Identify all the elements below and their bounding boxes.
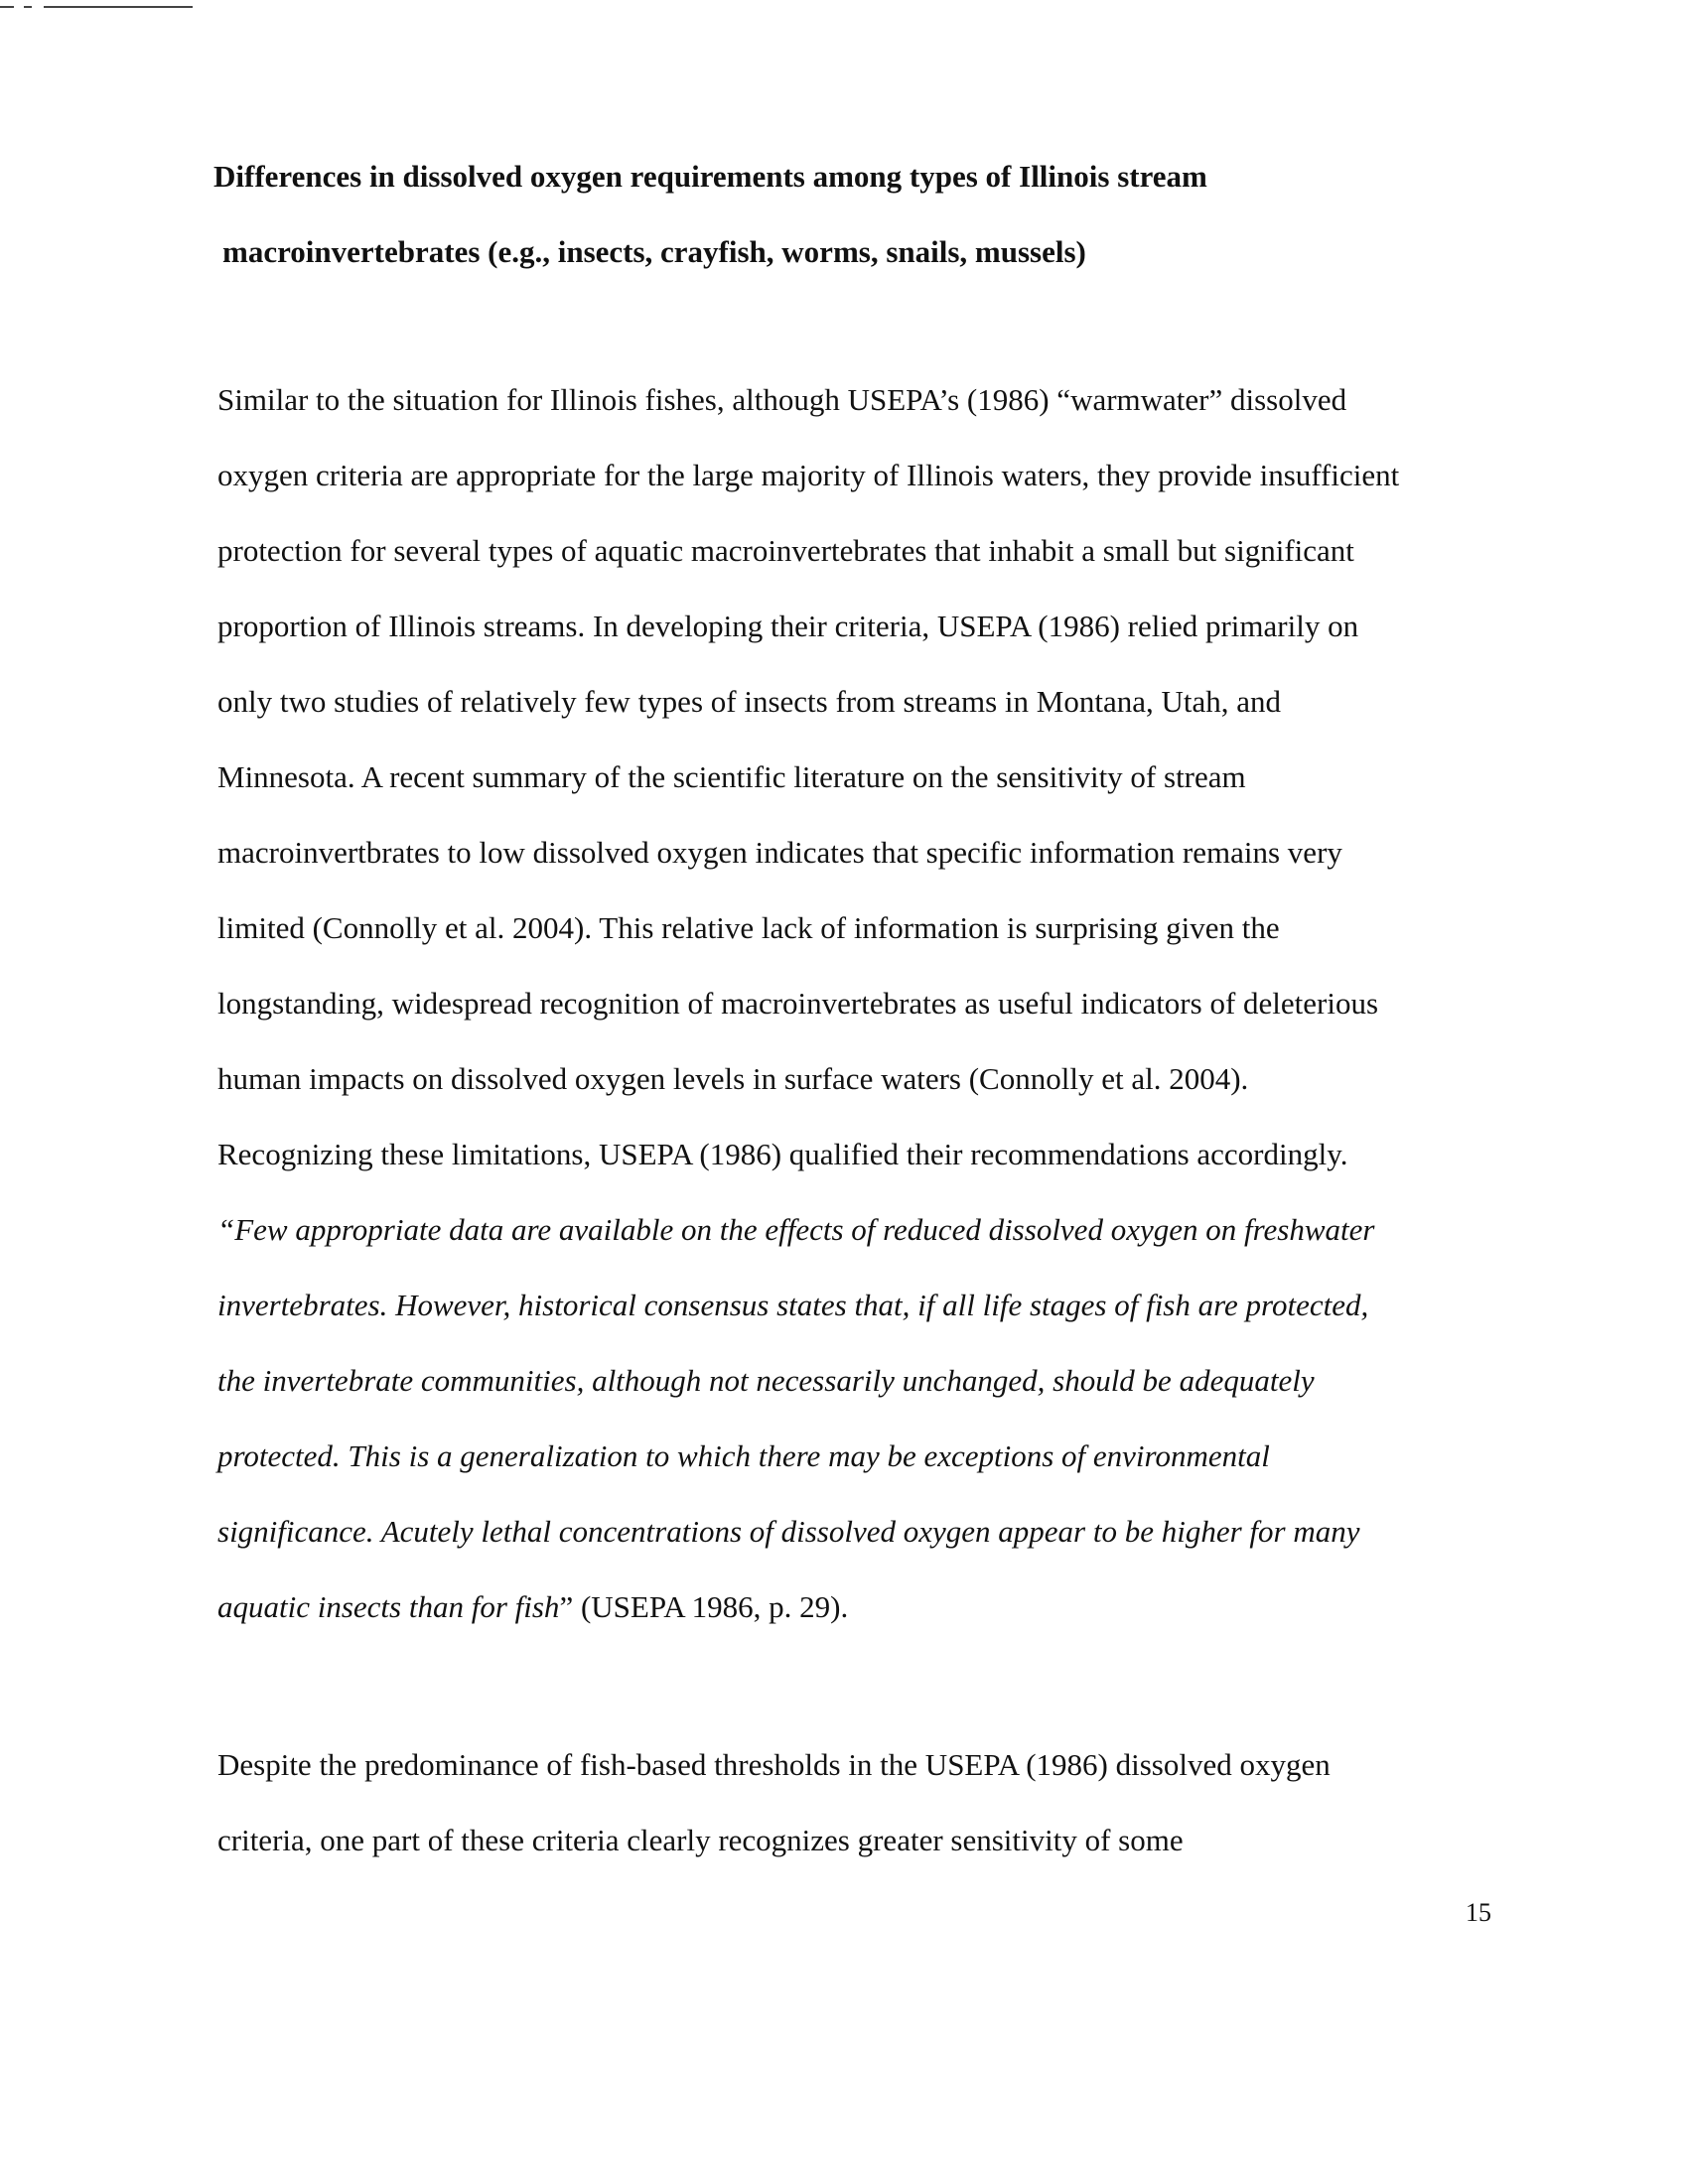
paragraph-line: Similar to the situation for Illinois fishes, although USEPA’s (1986) “warmwater” dissolved (217, 382, 1347, 417)
quote-line: invertebrates. However, historical consensus states that, if all life stages of fish are protected, (217, 1288, 1369, 1322)
quote-closing-line (217, 1570, 1508, 1645)
scan-dash (24, 6, 32, 8)
quote-line: the invertebrate communities, although not necessarily unchanged, should be adequately (217, 1363, 1315, 1398)
quote-citation: ” (USEPA 1986, p. 29). (559, 1589, 849, 1624)
paragraph-line: limited (Connolly et al. 2004). This relative lack of information is surprising given the (217, 910, 1280, 945)
paragraph-line: human impacts on dissolved oxygen levels in surface waters (Connolly et al. 2004). (217, 1061, 1249, 1096)
page-number: 15 (1466, 1898, 1491, 1927)
quote-line: protected. This is a generalization to which there may be exceptions of environmental (217, 1438, 1270, 1473)
quote-line: “Few appropriate data are available on the effects of reduced dissolved oxygen on freshwater (217, 1212, 1375, 1247)
paragraph-line: Minnesota. A recent summary of the scientific literature on the sensitivity of stream (217, 759, 1246, 794)
paragraph-line: oxygen criteria are appropriate for the large majority of Illinois waters, they provide insufficient (217, 458, 1400, 492)
body-paragraph (217, 1727, 1508, 1878)
paragraph-line: criteria, one part of these criteria clearly recognizes greater sensitivity of some (217, 1823, 1184, 1857)
scan-dash (44, 6, 193, 8)
scan-artifact-line (0, 6, 194, 8)
paragraph-line: Despite the predominance of fish-based thresholds in the USEPA (1986) dissolved oxygen (217, 1747, 1331, 1782)
paragraph-line: Recognizing these limitations, USEPA (1986) qualified their recommendations accordingly. (217, 1137, 1348, 1171)
paragraph-line: protection for several types of aquatic macroinvertebrates that inhabit a small but significant (217, 533, 1354, 568)
body-paragraph (217, 362, 1508, 1645)
heading-line: Differences in dissolved oxygen requirements among types of Illinois stream (213, 159, 1207, 194)
section-heading (213, 139, 1504, 290)
paragraph-line: longstanding, widespread recognition of macroinvertebrates as useful indicators of deleterious (217, 986, 1379, 1021)
paragraph-line: macroinvertbrates to low dissolved oxygen indicates that specific information remains very (217, 835, 1342, 870)
quote-line: significance. Acutely lethal concentrations of dissolved oxygen appear to be higher for many (217, 1514, 1360, 1549)
paragraph-line: only two studies of relatively few types of insects from streams in Montana, Utah, and (217, 684, 1281, 719)
heading-line: macroinvertebrates (e.g., insects, crayfish, worms, snails, mussels) (222, 234, 1086, 269)
paragraph-line: proportion of Illinois streams. In developing their criteria, USEPA (1986) relied primarily on (217, 609, 1359, 643)
scan-dash (0, 6, 14, 8)
quote-closing-italic: aquatic insects than for fish (217, 1589, 560, 1624)
